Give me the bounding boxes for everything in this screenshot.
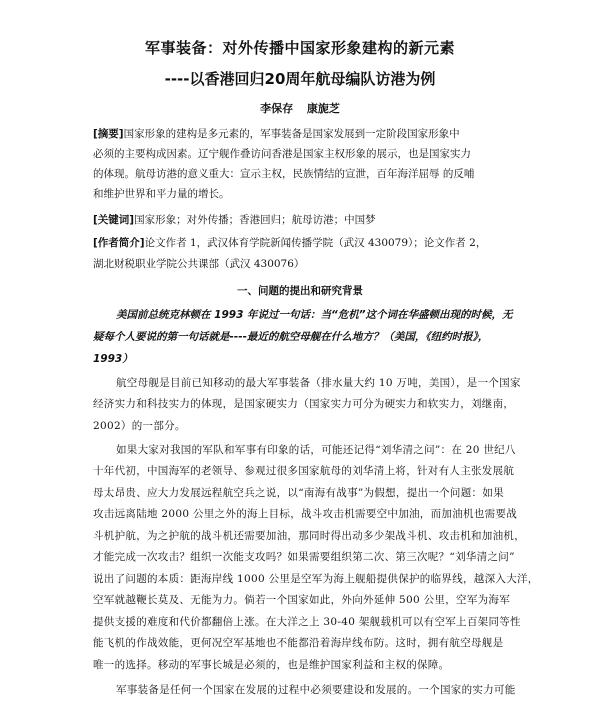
quote-line: 1993） [93,353,133,365]
abstract-line: 必须的主要构成因素。辽宁舰作叠访问香港是国家主权形象的展示，也是国家实力 [93,148,471,160]
abstract-label: [摘要] [93,128,124,140]
body-line: 提供支援的难度和代价都翻倍上涨。在大洋之上 30-40 架舰载机可以有空军上百架同等性 [93,616,521,628]
keywords-text: 国家形象；对外传播；香港回归；航母访港；中国梦 [134,214,376,226]
body-line: 军事装备是任何一个国家在发展的过程中必须要建设和发展的。一个国家的实力可能 [116,684,516,696]
author-info-line [93,235,486,250]
author-info-line: 湖北财税职业学院公共课部（武汉 430076） [93,258,305,270]
keywords-line [93,212,376,227]
body-line: 唯一的选择。移动的军事长城是必须的，也是维护国家利益和主权的保障。 [93,659,450,671]
body-line: 空军就越鞭长莫及、无能为力。倘若一个国家如此，外向外延伸 500 公里，空军为海军 [93,594,511,606]
body-line: 如果大家对我国的军队和军事有印象的话，可能还记得“刘华清之问”：在 20 世纪八 [116,444,516,456]
body-line: 攻击远离陆地 2000 公里之外的海上目标，战斗攻击机需要空中加油，而加油机也需要战 [93,508,517,520]
section-heading: 一、问题的提出和研究背景 [237,285,363,297]
abstract-line [93,126,460,141]
body-line: 航空母舰是目前已知移动的最大军事装备（排水量大约 10 万吨，美国），是一个国家 [116,377,521,389]
body-line: 才能完成一次攻击？组织一次能支攻吗？如果需要组织第二次、第三次呢？“刘华清之问” [93,551,515,563]
quote-line: 美国前总统克林顿在 1993 年说过一句话：当“危机”这个词在华盛顿出现的时候，无 [116,309,513,321]
author-names: 李保存 康旎芝 [260,102,340,115]
author-info-label: [作者简介] [93,237,145,249]
abstract-line: 的体现。航母访港的意义重大：宣示主权，民族情结的宣泄，百年海洋屈辱 的反哺 [93,168,475,180]
body-line: 2002）的一部分。 [93,420,186,432]
body-line: 能飞机的作战效能，更何况空军基地也不能都沿着海岸线布防。这时，拥有航空母舰是 [93,637,504,649]
body-line: 斗机护航，为之护航的战斗机还需要加油，那同时得出动多少架战斗机、攻击机和加油机， [93,530,525,542]
paper-title: 军事装备：对外传播中国家形象建构的新元素 [144,39,455,57]
abstract-text: 国家形象的建构是多元素的，军事装备是国家发展到一定阶段国家形象中 [123,128,460,140]
body-line: 说出了问题的本质：距海岸线 1000 公里是空军为海上舰船提供保护的临界线，越深入大洋， [93,573,539,585]
body-line: 母太昂贵、应大力发展远程航空兵之说，以“南海有战事”为假想，提出一个问题：如果 [93,487,504,499]
paper-subtitle: ----以香港回归20周年航母编队访港为例 [164,70,436,88]
body-line: 经济实力和科技实力的体现，是国家硬实力（国家实力可分为硬实力和软实力，刘继南， [93,398,515,410]
body-line: 十年代初，中国海军的老领导、参观过很多国家航母的刘华清上将，针对有人主张发展航 [93,465,515,477]
keywords-label: [关键词] [93,214,135,226]
quote-line: 疑每个人要说的第一句话就是----最近的航空母舰在什么地方？（美国，《纽约时报》， [93,331,489,343]
abstract-line: 和维护世界和平力量的增长。 [93,188,230,200]
author-info-text: 论文作者 1，武汉体育学院新闻传播学院（武汉 430079）；论文作者 2， [144,237,487,249]
